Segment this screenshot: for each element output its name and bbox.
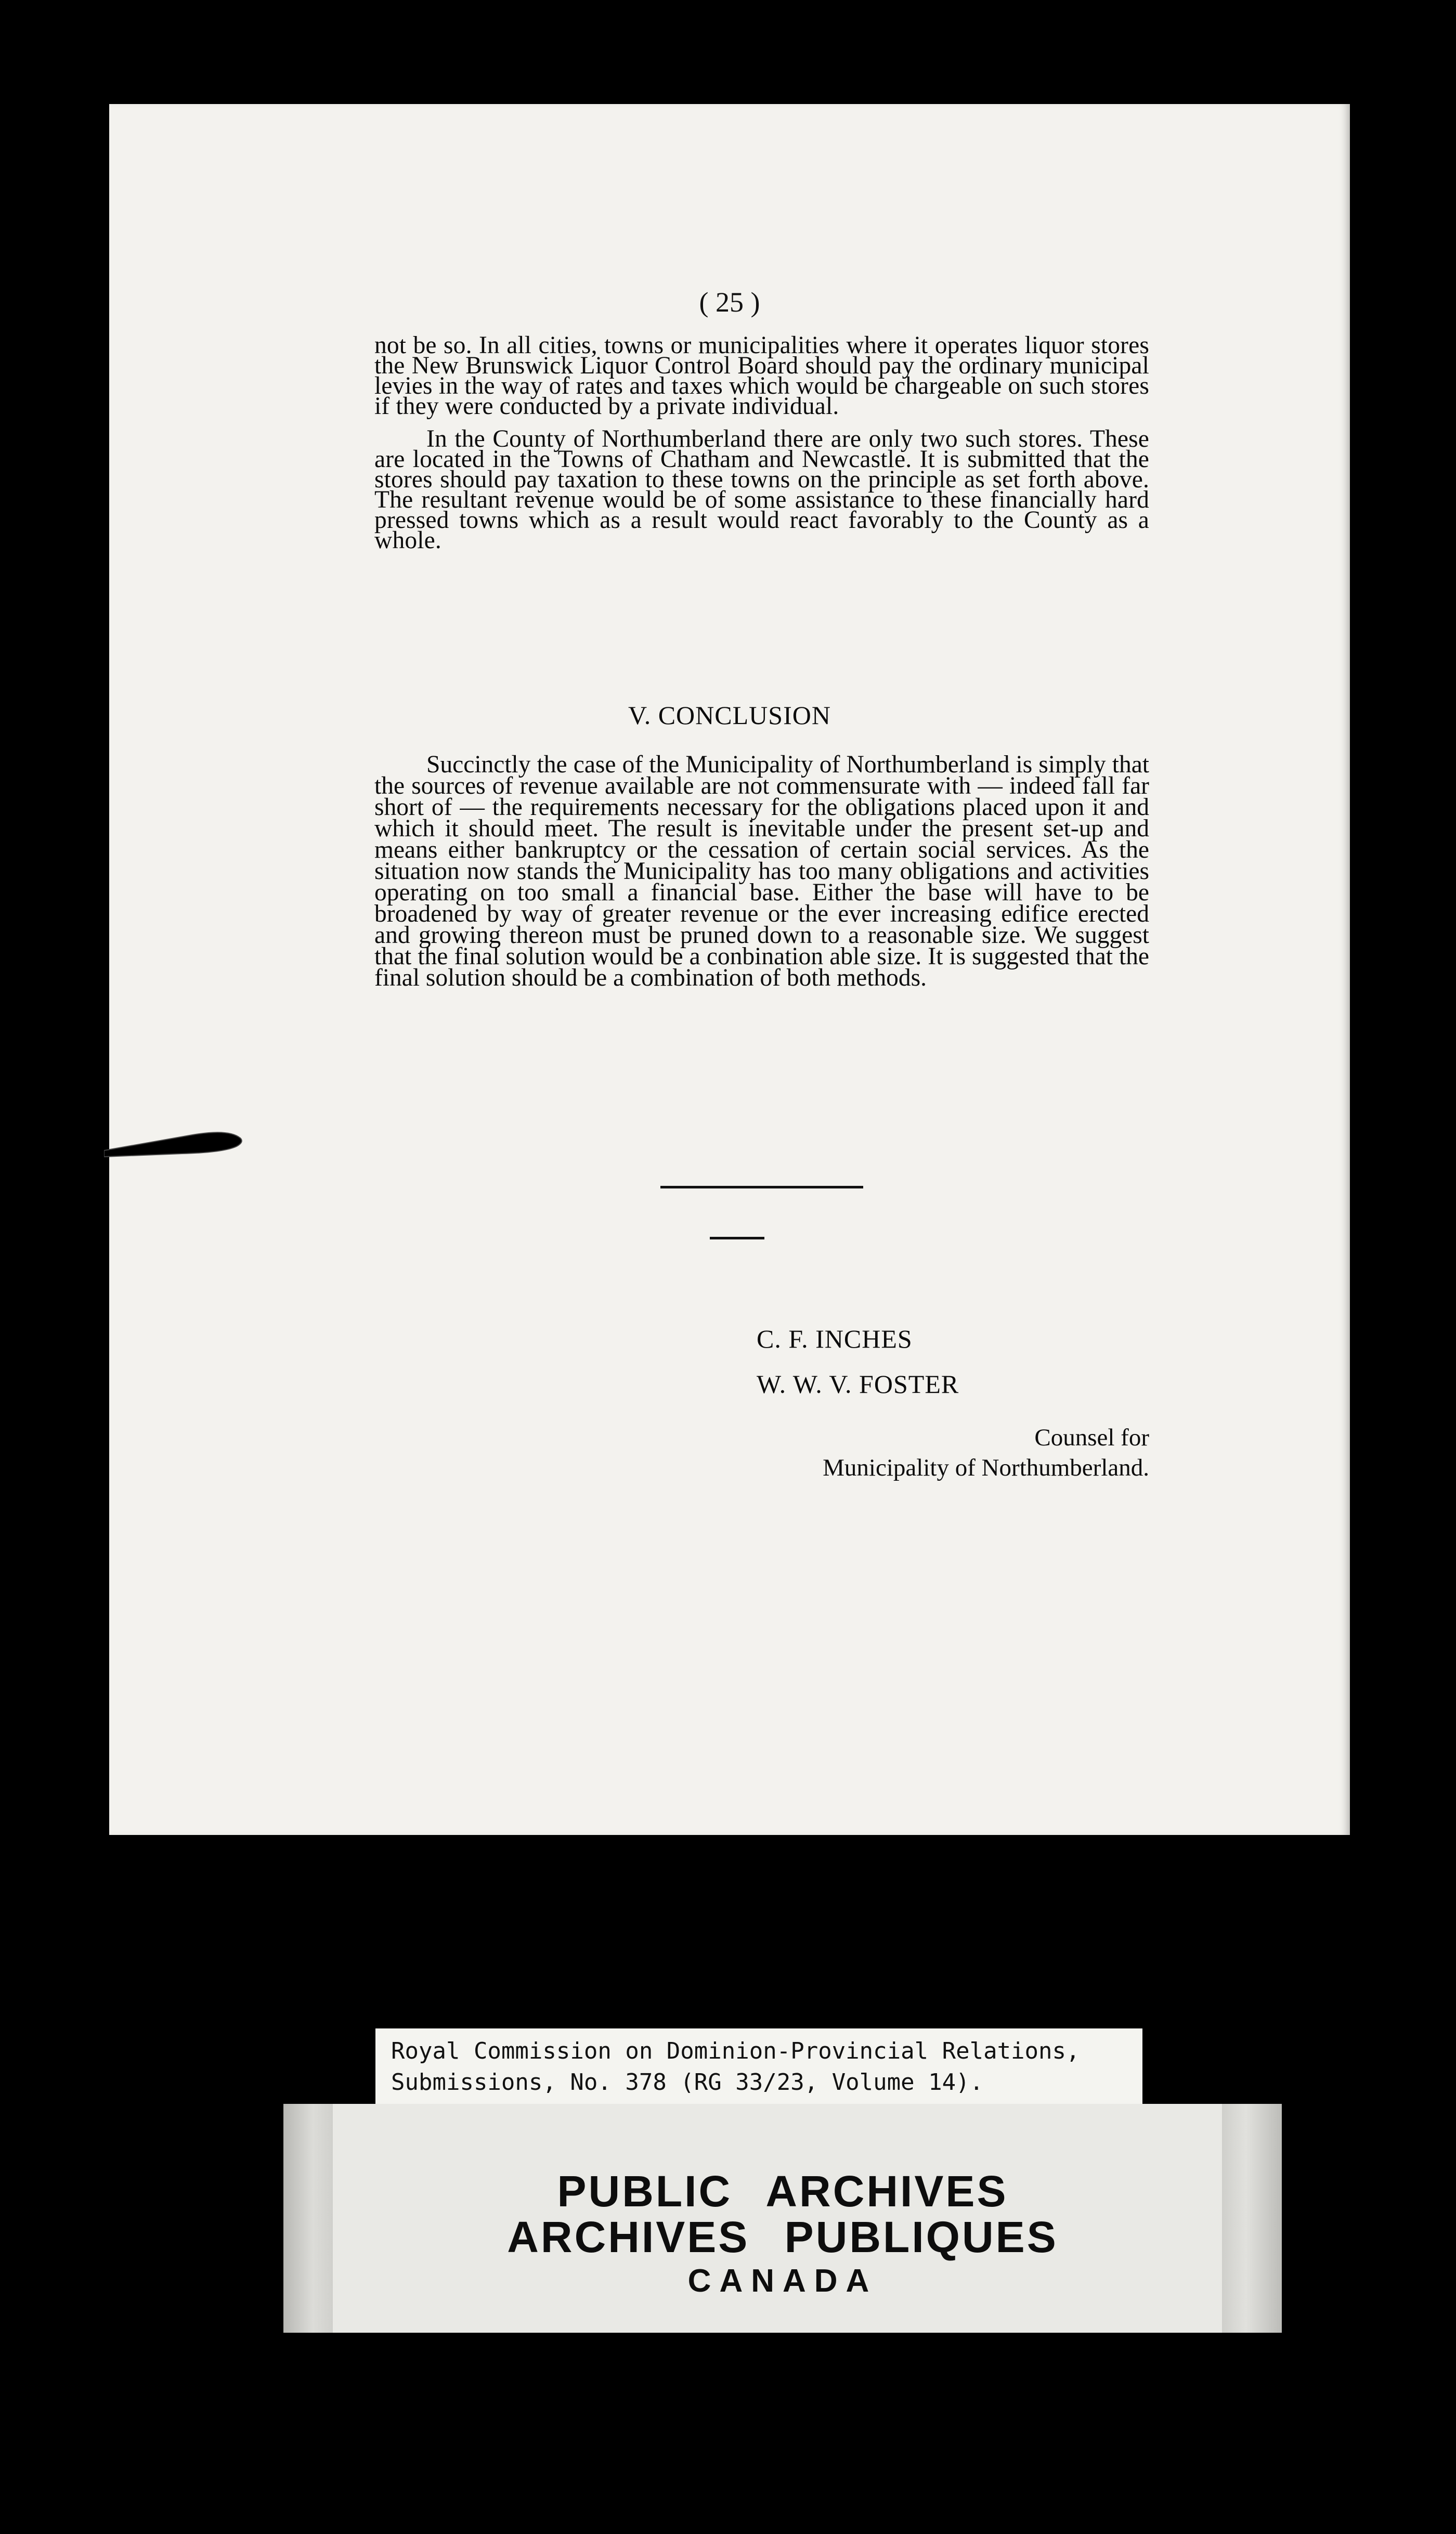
paragraph-2: In the County of Northumberland there are only two such stores. These are located in the Towns of Chatham and Newcastle. It is submitted that the stores should pay taxation to these towns on the principle as set forth above. The resultant revenue would be of some assistance to these financially hard pressed towns which as a result would react favorably to the County as a whole. (374, 425, 1149, 554)
stamp-line-1: PUBLIC ARCHIVES (557, 2167, 1008, 2216)
signatory-2: W. W. V. FOSTER (757, 1369, 959, 1399)
stamp-line-2: ARCHIVES PUBLIQUES (507, 2213, 1058, 2261)
conclusion-paragraph: Succinctly the case of the Municipality of Northumberland is simply that the sources of revenue available are not commensurate with — indeed fall far short of — the requirements necessary for the obligations placed upon it and which it should meet. The result is inevitable under the present set-up and means either bankruptcy or the cessation of certain social services. As the situation now stands the Municipality has too many obligations and activities operating on too small a financial base. Either the base will have to be broadened by way of greater revenue or the ever increasing edifice erected and growing thereon must be pruned down to a reasonable size. We suggest that the final solution would be a conbination able size. It is suggested that the final solution should be a combination of both methods. (374, 751, 1149, 991)
counsel-block (762, 1423, 1149, 1483)
pointer-arrow-icon (104, 1128, 244, 1158)
body-text (374, 332, 1149, 563)
divider-long (660, 1186, 863, 1188)
citation-line-2: Submissions, No. 378 (RG 33/23, Volume 14). (391, 2069, 984, 2096)
document-page (109, 104, 1350, 1835)
paragraph-1: not be so. In all cities, towns or municipalities where it operates liquor stores the New Brunswick Liquor Control Board should pay the ordinary municipal levies in the way of rates and taxes which would be chargeable on such stores if they were conducted by a private individual. (374, 332, 1149, 420)
citation-label (375, 2028, 1142, 2105)
citation-line-1: Royal Commission on Dominion-Provincial Relations, (391, 2038, 1080, 2064)
stamp-line-3: CANADA (687, 2263, 878, 2299)
conclusion-text (374, 751, 1149, 991)
divider-short (710, 1237, 764, 1239)
counsel-line-1: Counsel for (1034, 1424, 1149, 1451)
counsel-line-2: Municipality of Northumberland. (823, 1454, 1149, 1481)
page-number: ( 25 ) (699, 287, 760, 318)
signatory-1: C. F. INCHES (757, 1324, 913, 1353)
section-heading: V. CONCLUSION (628, 701, 831, 730)
archive-stamp (283, 2104, 1282, 2333)
